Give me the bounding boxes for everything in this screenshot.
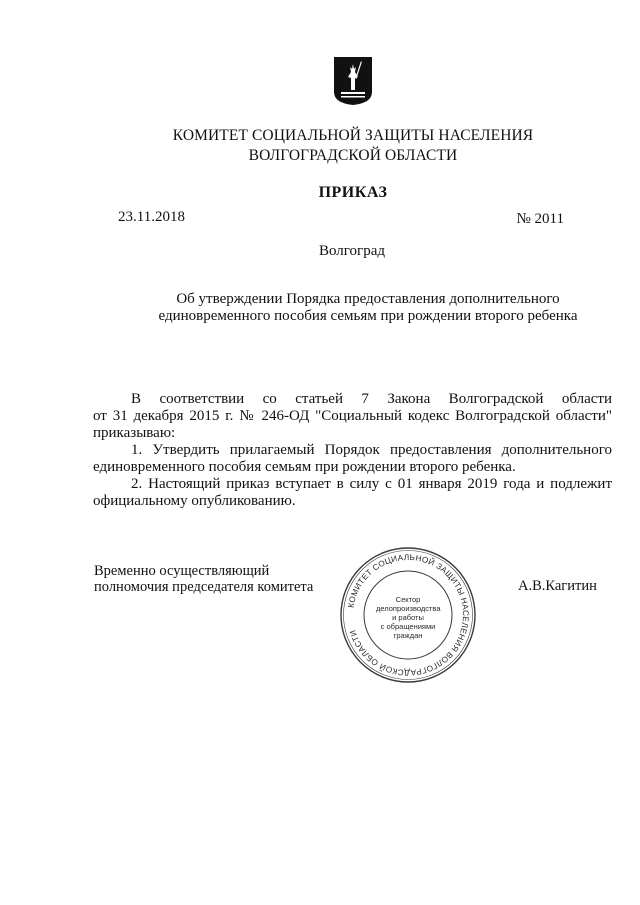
signatory-name: А.В.Кагитин: [518, 578, 597, 594]
official-stamp: [338, 545, 478, 685]
order-date: 23.11.2018: [118, 209, 185, 225]
stamp-inner-line-2: делопроизводства: [376, 604, 441, 613]
subject-line-2: единовременного пособия семьям при рождении второго ребенка: [158, 308, 578, 324]
subject-line-1: Об утверждении Порядка предоставления дополнительного: [176, 291, 560, 307]
volgograd-emblem-icon: [333, 56, 373, 106]
preamble-line-2: от 31 декабря 2015 г. № 246-ОД "Социальный кодекс Волгоградской области": [93, 408, 612, 424]
stamp-inner-line-5: граждан: [393, 631, 423, 640]
preamble-line-3: приказываю:: [93, 425, 176, 441]
document-type: ПРИКАЗ: [318, 184, 388, 201]
order-body: [93, 391, 612, 510]
position-line-2: полномочия председателя комитета: [94, 579, 314, 595]
position-line-1: Временно осуществляющий: [94, 563, 270, 579]
stamp-inner-line-4: с обращениями: [380, 622, 436, 631]
stamp-inner-line-3: и работы: [392, 613, 424, 622]
item-1-line-1: 1. Утвердить прилагаемый Порядок предоставления дополнительного: [131, 442, 612, 458]
preamble-line-1: В соответствии со статьей 7 Закона Волгоградской области: [131, 391, 612, 407]
stamp-ring-text: КОМИТЕТ СОЦИАЛЬНОЙ ЗАЩИТЫ НАСЕЛЕНИЯ ВОЛГОГРАДСКОЙ ОБЛАСТИ: [346, 552, 471, 678]
order-number: № 2011: [516, 211, 564, 227]
item-2-line-1: 2. Настоящий приказ вступает в силу с 01 января 2019 года и подлежит: [131, 476, 612, 492]
stamp-inner-text: [376, 595, 440, 640]
signatory-position: [94, 563, 313, 595]
org-line-2: ВОЛГОГРАДСКОЙ ОБЛАСТИ: [248, 147, 458, 164]
stamp-inner-line-1: Сектор: [395, 595, 421, 604]
item-2-line-2: официальному опубликованию.: [93, 493, 296, 509]
city-name: Волгоград: [318, 243, 385, 259]
org-line-1: КОМИТЕТ СОЦИАЛЬНОЙ ЗАЩИТЫ НАСЕЛЕНИЯ: [172, 127, 534, 144]
organization-name: [0, 126, 640, 166]
item-1-line-2: единовременного пособия семьям при рождении второго ребенка.: [93, 459, 516, 475]
order-subject: [0, 291, 640, 325]
